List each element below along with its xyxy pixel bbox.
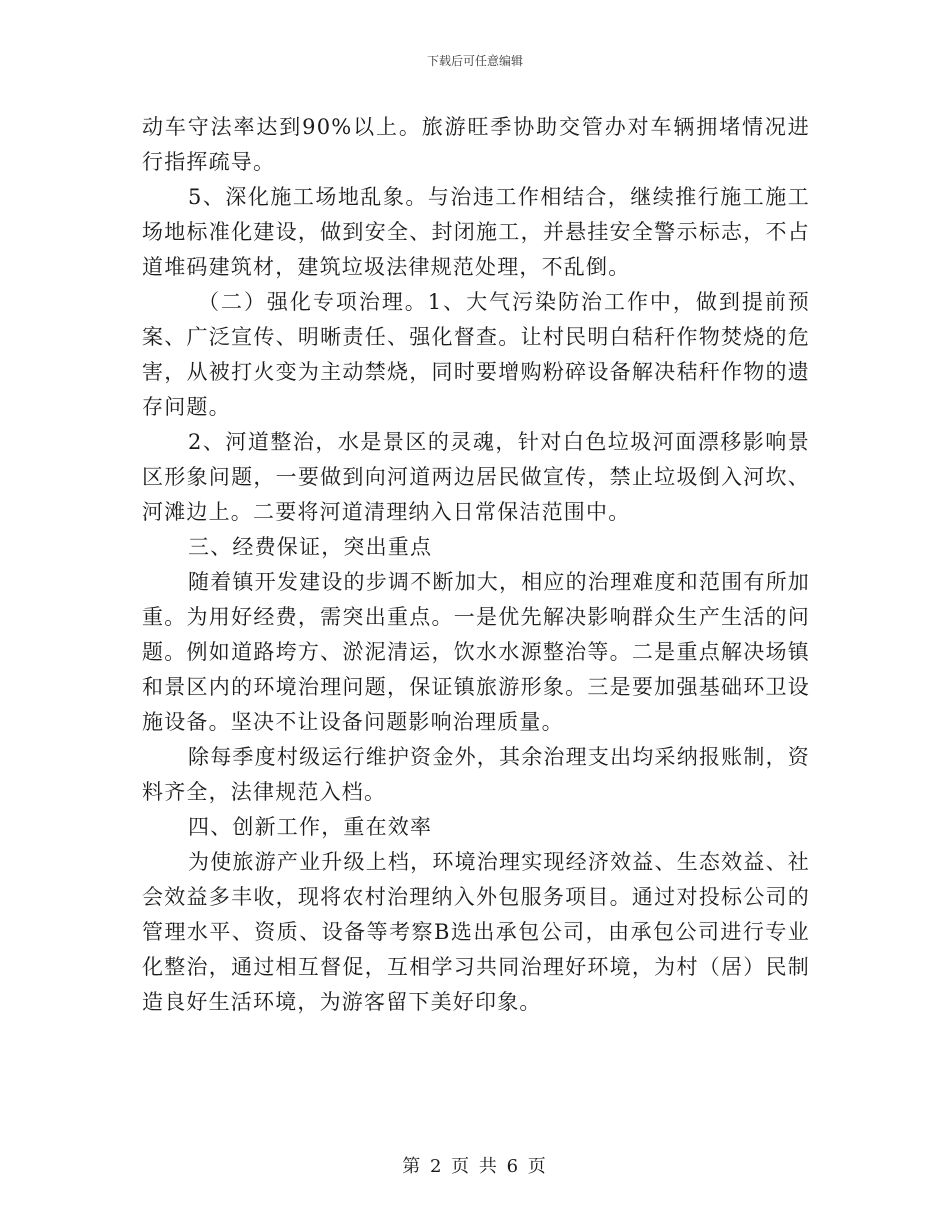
section-heading-funding: 三、经费保证，突出重点 [188, 535, 433, 559]
paragraph-special-governance: （二）强化专项治理。1、大气污染防治工作中，做到提前预案、广泛宣传、明晰责任、强化督查。让村民明白秸秆作物焚烧的危害，从被打火变为主动禁烧，同时要增购粉碎设备解决秸秆作物的遗存问题。 [142, 290, 810, 419]
paragraph-funding-priorities: 随着镇开发建设的步调不断加大，相应的治理难度和范围有所加重。为用好经费，需突出重点。一是优先解决影响群众生产生活的问题。例如道路垮方、淤泥清运，饮水水源整治等。二是重点解决场镇和景区内的环境治理问题，保证镇旅游形象。三是要加强基础环卫设施设备。坚决不让设备问题影响治理质量。 [142, 570, 810, 734]
page-header: 下载后可任意编辑 [426, 54, 523, 68]
paragraph-construction-site: 5、深化施工场地乱象。与治违工作相结合，继续推行施工施工场地标准化建设，做到安全、封闭施工，并悬挂安全警示标志，不占道堆码建筑材，建筑垃圾法律规范处理，不乱倒。 [142, 185, 810, 279]
paragraph-reimbursement: 除每季度村级运行维护资金外，其余治理支出均采纳报账制，资料齐全，法律规范入档。 [142, 745, 810, 804]
section-heading-innovation: 四、创新工作，重在效率 [188, 815, 433, 839]
paragraph-outsourcing: 为使旅游产业升级上档，环境治理实现经济效益、生态效益、社会效益多丰收，现将农村治理纳入外包服务项目。通过对投标公司的管理水平、资质、设备等考察B选出承包公司，由承包公司进行专业化整治，通过相互督促，互相学习共同治理好环境，为村（居）民制造良好生活环境，为游客留下美好印象。 [142, 850, 810, 1014]
page-number-footer: 第 2 页 共 6 页 [402, 1156, 548, 1177]
document-body [142, 110, 810, 1020]
paragraph-river-cleanup: 2、河道整治，水是景区的灵魂，针对白色垃圾河面漂移影响景区形象问题，一要做到向河道两边居民做宣传，禁止垃圾倒入河坎、河滩边上。二要将河道清理纳入日常保洁范围中。 [142, 430, 810, 524]
paragraph-continuation: 动车守法率达到90%以上。旅游旺季协助交管办对车辆拥堵情况进行指挥疏导。 [142, 115, 810, 174]
